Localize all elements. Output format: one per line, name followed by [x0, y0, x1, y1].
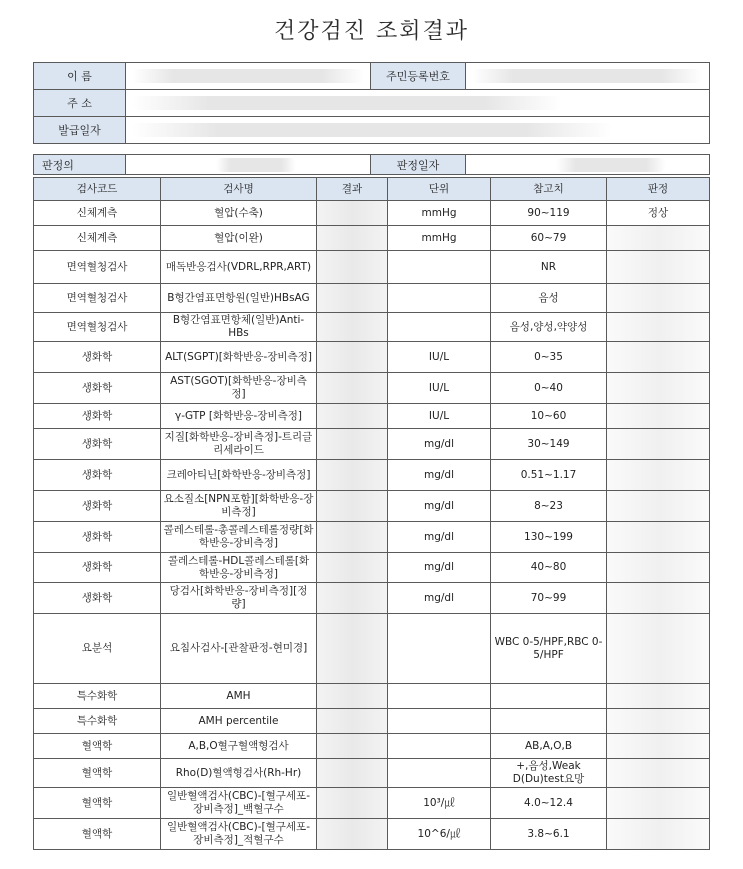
- table-row: [34, 819, 710, 850]
- code-cell: 생화학: [34, 373, 161, 404]
- name-cell: 콜레스테롤-HDL콜레스테롤[화학반응-장비측정]: [161, 553, 317, 583]
- issue-date-value: [126, 117, 710, 144]
- result-cell: [317, 759, 388, 788]
- unit-cell: 10^6/㎕: [388, 819, 491, 850]
- code-cell: 요분석: [34, 614, 161, 684]
- judge-cell: [607, 759, 710, 788]
- result-cell: [317, 313, 388, 342]
- table-row: [34, 583, 710, 614]
- ref-cell: WBC 0-5/HPF,RBC 0-5/HPF: [491, 614, 607, 684]
- name-cell: ALT(SGPT)[화학반응-장비측정]: [161, 342, 317, 373]
- address-label: 주 소: [34, 90, 126, 117]
- unit-cell: [388, 614, 491, 684]
- judge-cell: [607, 684, 710, 709]
- table-row: [34, 759, 710, 788]
- judge-cell: [607, 583, 710, 614]
- table-row: [34, 251, 710, 284]
- name-cell: B형간염표면항원(일반)HBsAG: [161, 284, 317, 313]
- name-cell: Rho(D)혈액형검사(Rh-Hr): [161, 759, 317, 788]
- ref-cell: NR: [491, 251, 607, 284]
- name-cell: 일반혈액검사(CBC)-[혈구세포-장비측정]_적혈구수: [161, 819, 317, 850]
- table-row: [34, 684, 710, 709]
- judge-cell: [607, 709, 710, 734]
- ref-cell: 0~35: [491, 342, 607, 373]
- code-cell: 혈액학: [34, 734, 161, 759]
- header-result: 결과: [317, 178, 388, 201]
- unit-cell: mmHg: [388, 226, 491, 251]
- rrn-value: [466, 63, 710, 90]
- name-cell: 매독반응검사(VDRL,RPR,ART): [161, 251, 317, 284]
- rrn-label: 주민등록번호: [371, 63, 466, 90]
- name-label: 이 름: [34, 63, 126, 90]
- code-cell: 생화학: [34, 429, 161, 460]
- ref-cell: 70~99: [491, 583, 607, 614]
- result-cell: [317, 373, 388, 404]
- unit-cell: 10³/㎕: [388, 788, 491, 819]
- judge-cell: [607, 819, 710, 850]
- code-cell: 특수화학: [34, 684, 161, 709]
- unit-cell: IU/L: [388, 342, 491, 373]
- ref-cell: 4.0~12.4: [491, 788, 607, 819]
- unit-cell: IU/L: [388, 373, 491, 404]
- code-cell: 생화학: [34, 491, 161, 522]
- table-row: [34, 553, 710, 583]
- code-cell: 혈액학: [34, 819, 161, 850]
- result-cell: [317, 583, 388, 614]
- name-cell: 요소질소[NPN포함][화학반응-장비측정]: [161, 491, 317, 522]
- table-row: [34, 373, 710, 404]
- code-cell: 면역혈청검사: [34, 313, 161, 342]
- name-cell: AMH percentile: [161, 709, 317, 734]
- name-cell: 일반혈액검사(CBC)-[혈구세포-장비측정]_백혈구수: [161, 788, 317, 819]
- ref-cell: 130~199: [491, 522, 607, 553]
- table-row: [34, 226, 710, 251]
- code-cell: 생화학: [34, 460, 161, 491]
- header-name: 검사명: [161, 178, 317, 201]
- name-cell: 당검사[화학반응-장비측정][정량]: [161, 583, 317, 614]
- judge-date-label: 판정일자: [371, 155, 466, 175]
- page-title: 건강검진 조회결과: [273, 19, 469, 44]
- results-header-row: [34, 178, 710, 201]
- judge-cell: [607, 788, 710, 819]
- unit-cell: mg/dl: [388, 522, 491, 553]
- unit-cell: [388, 313, 491, 342]
- table-row: [34, 614, 710, 684]
- ref-cell: 0.51~1.17: [491, 460, 607, 491]
- results-table: [33, 177, 710, 850]
- ref-cell: [491, 684, 607, 709]
- judge-cell: [607, 226, 710, 251]
- table-row: [34, 342, 710, 373]
- table-row: [34, 404, 710, 429]
- result-cell: [317, 553, 388, 583]
- ref-cell: 60~79: [491, 226, 607, 251]
- code-cell: 생화학: [34, 342, 161, 373]
- judge-cell: [607, 251, 710, 284]
- judge-cell: [607, 284, 710, 313]
- judge-cell: [607, 553, 710, 583]
- name-cell: 크레아티닌[화학반응-장비측정]: [161, 460, 317, 491]
- code-cell: 신체계측: [34, 201, 161, 226]
- table-row: [34, 491, 710, 522]
- result-cell: [317, 226, 388, 251]
- name-cell: AST(SGOT)[화학반응-장비측정]: [161, 373, 317, 404]
- name-cell: 혈압(이완): [161, 226, 317, 251]
- table-row: [34, 429, 710, 460]
- name-cell: B형간염표면항체(일반)Anti-HBs: [161, 313, 317, 342]
- table-row: [34, 460, 710, 491]
- ref-cell: 8~23: [491, 491, 607, 522]
- ref-cell: 음성,양성,약양성: [491, 313, 607, 342]
- unit-cell: [388, 709, 491, 734]
- result-cell: [317, 491, 388, 522]
- result-cell: [317, 684, 388, 709]
- judge-cell: [607, 460, 710, 491]
- judge-cell: [607, 342, 710, 373]
- ref-cell: 40~80: [491, 553, 607, 583]
- code-cell: 생화학: [34, 553, 161, 583]
- result-cell: [317, 201, 388, 226]
- result-cell: [317, 819, 388, 850]
- judge-cell: [607, 614, 710, 684]
- judge-cell: 정상: [607, 201, 710, 226]
- address-value: [126, 90, 710, 117]
- code-cell: 신체계측: [34, 226, 161, 251]
- ref-cell: [491, 709, 607, 734]
- doctor-value: [126, 155, 371, 175]
- unit-cell: IU/L: [388, 404, 491, 429]
- ref-cell: 0~40: [491, 373, 607, 404]
- result-cell: [317, 404, 388, 429]
- ref-cell: +,음성,Weak D(Du)test요망: [491, 759, 607, 788]
- result-cell: [317, 788, 388, 819]
- result-cell: [317, 251, 388, 284]
- result-cell: [317, 460, 388, 491]
- header-code: 검사코드: [34, 178, 161, 201]
- header-judge: 판정: [607, 178, 710, 201]
- judge-cell: [607, 404, 710, 429]
- name-value: [126, 63, 371, 90]
- judgement-info-table: [33, 154, 710, 175]
- name-cell: 요침사검사-[관찰판정-현미경]: [161, 614, 317, 684]
- table-row: [34, 522, 710, 553]
- table-row: [34, 201, 710, 226]
- judge-cell: [607, 429, 710, 460]
- name-cell: 혈압(수축): [161, 201, 317, 226]
- code-cell: 생화학: [34, 583, 161, 614]
- result-cell: [317, 429, 388, 460]
- unit-cell: [388, 684, 491, 709]
- judge-cell: [607, 491, 710, 522]
- ref-cell: 30~149: [491, 429, 607, 460]
- name-cell: 콜레스테롤-총콜레스테롤정량[화학반응-장비측정]: [161, 522, 317, 553]
- unit-cell: mg/dl: [388, 553, 491, 583]
- ref-cell: AB,A,O,B: [491, 734, 607, 759]
- unit-cell: mg/dl: [388, 460, 491, 491]
- ref-cell: 3.8~6.1: [491, 819, 607, 850]
- doctor-label: 판정의: [34, 155, 126, 175]
- ref-cell: 10~60: [491, 404, 607, 429]
- unit-cell: [388, 734, 491, 759]
- table-row: [34, 284, 710, 313]
- unit-cell: mg/dl: [388, 491, 491, 522]
- judge-cell: [607, 373, 710, 404]
- name-cell: A,B,O혈구혈액형검사: [161, 734, 317, 759]
- result-cell: [317, 734, 388, 759]
- table-row: [34, 313, 710, 342]
- unit-cell: mmHg: [388, 201, 491, 226]
- unit-cell: mg/dl: [388, 429, 491, 460]
- table-row: [34, 734, 710, 759]
- ref-cell: 90~119: [491, 201, 607, 226]
- judge-date-value: [466, 155, 710, 175]
- name-cell: AMH: [161, 684, 317, 709]
- unit-cell: mg/dl: [388, 583, 491, 614]
- code-cell: 생화학: [34, 522, 161, 553]
- judge-cell: [607, 734, 710, 759]
- result-cell: [317, 709, 388, 734]
- name-cell: 지질[화학반응-장비측정]-트리글리세라이드: [161, 429, 317, 460]
- code-cell: 면역혈청검사: [34, 251, 161, 284]
- issue-date-label: 발급일자: [34, 117, 126, 144]
- result-cell: [317, 284, 388, 313]
- code-cell: 혈액학: [34, 788, 161, 819]
- unit-cell: [388, 759, 491, 788]
- header-ref: 참고치: [491, 178, 607, 201]
- unit-cell: [388, 251, 491, 284]
- code-cell: 특수화학: [34, 709, 161, 734]
- header-unit: 단위: [388, 178, 491, 201]
- personal-info-table: [33, 62, 710, 144]
- table-row: [34, 788, 710, 819]
- code-cell: 생화학: [34, 404, 161, 429]
- table-row: [34, 709, 710, 734]
- name-cell: γ-GTP [화학반응-장비측정]: [161, 404, 317, 429]
- code-cell: 혈액학: [34, 759, 161, 788]
- judge-cell: [607, 522, 710, 553]
- result-cell: [317, 342, 388, 373]
- result-cell: [317, 522, 388, 553]
- code-cell: 면역혈청검사: [34, 284, 161, 313]
- judge-cell: [607, 313, 710, 342]
- ref-cell: 음성: [491, 284, 607, 313]
- result-cell: [317, 614, 388, 684]
- unit-cell: [388, 284, 491, 313]
